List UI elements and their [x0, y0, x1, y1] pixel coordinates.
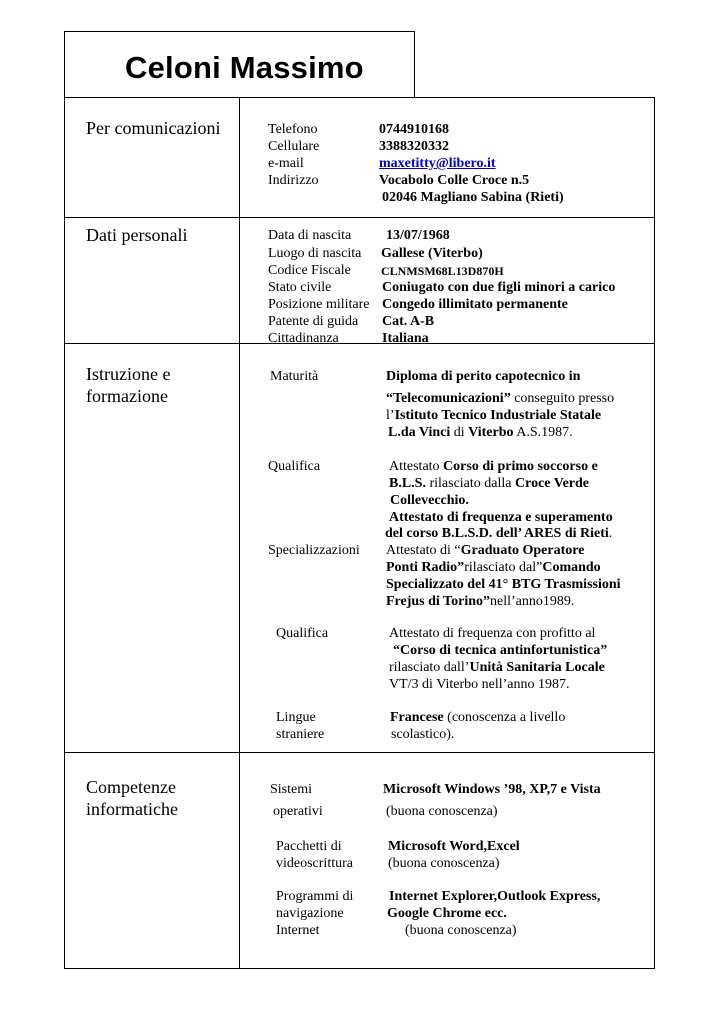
qualifica-text: Attestato — [389, 459, 444, 474]
section-education — [86, 363, 170, 407]
section-it-line: informatiche — [86, 799, 178, 819]
qualifica-line: VT/3 di Viterbo nell’anno 1987. — [389, 677, 570, 692]
address-line: 02046 Magliano Sabina (Rieti) — [382, 190, 564, 205]
civil-status-value: Coniugato con due figli minori a carico — [382, 280, 616, 295]
os-label: operativi — [273, 804, 323, 819]
maturita-text: l’ — [386, 408, 395, 423]
maturita-line: Diploma di perito capotecnico in — [386, 369, 581, 384]
pkg-line: (buona conoscenza) — [388, 856, 500, 871]
spec-text: nell’anno1989. — [490, 594, 575, 609]
qualifica-line: Attestato di frequenza con profitto al — [389, 626, 596, 641]
address-line: Vocabolo Colle Croce n.5 — [379, 173, 530, 188]
section-education-line: Istruzione e — [86, 364, 171, 384]
nav-label: navigazione — [276, 906, 344, 921]
lang-text: Francese — [390, 710, 444, 725]
spec-line — [386, 593, 574, 610]
maturita-line — [386, 407, 601, 424]
spec-text: Frejus di Torino” — [386, 594, 490, 609]
tax-code-label: Codice Fiscale — [268, 263, 351, 278]
section-contacts: Per comunicazioni — [86, 118, 221, 138]
nav-line: (buona conoscenza) — [405, 923, 517, 938]
maturita-text: Viterbo — [468, 425, 514, 440]
birth-place-value: Gallese (Viterbo) — [381, 246, 483, 261]
section-divider — [64, 217, 655, 218]
lang-text: (conoscenza a livello — [443, 710, 566, 725]
qualifica-label: Qualifica — [276, 626, 329, 641]
spec-label: Specializzazioni — [268, 543, 360, 558]
maturita-text: conseguito presso — [510, 391, 615, 406]
birth-date-value: 13/07/1968 — [386, 228, 450, 243]
nav-label: Programmi di — [276, 889, 354, 904]
email-link[interactable]: maxetitty@libero.it — [379, 156, 496, 171]
qualifica-text: B.L.S. — [389, 476, 426, 491]
spec-line — [386, 559, 601, 576]
spec-text: Comando — [542, 560, 601, 575]
license-label: Patente di guida — [268, 314, 359, 329]
nav-label: Internet — [276, 923, 320, 938]
spec-text: Graduato Operatore — [460, 543, 585, 558]
section-divider — [64, 343, 655, 344]
mobile-value: 3388320332 — [379, 139, 449, 154]
citizenship-value: Italiana — [382, 331, 429, 346]
qualifica-label: Qualifica — [268, 459, 321, 474]
spec-line: Specializzato del 41° BTG Trasmissioni — [386, 577, 621, 592]
qualifica-text: Croce Verde — [515, 476, 589, 491]
birth-date-label: Data di nascita — [268, 228, 352, 243]
maturita-text: “Telecomunicazioni” — [386, 391, 511, 406]
pkg-label: Pacchetti di — [276, 839, 342, 854]
maturita-text: L.da Vinci — [388, 425, 451, 440]
maturita-label: Maturità — [270, 369, 319, 384]
qualifica-text: rilasciato dall’ — [389, 660, 470, 675]
license-value: Cat. A-B — [382, 314, 435, 329]
address-label: Indirizzo — [268, 173, 319, 188]
email-label: e-mail — [268, 156, 304, 171]
military-label: Posizione militare — [268, 297, 370, 312]
lang-line: scolastico). — [391, 727, 455, 742]
maturita-text: di — [450, 425, 469, 440]
os-label: Sistemi — [270, 782, 313, 797]
spec-text: Attestato di “ — [386, 543, 461, 558]
section-personal: Dati personali — [86, 225, 188, 245]
lang-line — [390, 709, 565, 726]
qualifica-line — [389, 458, 598, 475]
spec-text: Ponti Radio” — [386, 560, 465, 575]
section-divider — [64, 752, 655, 753]
qualifica-text: Corso di primo soccorso e — [443, 459, 598, 474]
nav-line: Internet Explorer,Outlook Express, — [389, 889, 601, 904]
page-title: Celoni Massimo — [125, 50, 364, 85]
os-text: Microsoft Windows ’98 — [383, 782, 523, 797]
section-it-line: Competenze — [86, 777, 176, 797]
qualifica-text: del corso B.L.S.D. dell’ ARES di Rieti — [385, 526, 609, 541]
qualifica-line: “Corso di tecnica antinfortunistica” — [393, 643, 608, 658]
lang-label: straniere — [276, 727, 325, 742]
phone-label: Telefono — [268, 122, 318, 137]
section-it — [86, 776, 178, 820]
maturita-line — [386, 390, 614, 407]
phone-value: 0744910168 — [379, 122, 449, 137]
qualifica-line: Attestato di frequenza e superamento — [389, 510, 613, 525]
civil-status-label: Stato civile — [268, 280, 332, 295]
qualifica-text: rilasciato dalla — [425, 476, 515, 491]
nav-line: Google Chrome ecc. — [387, 906, 507, 921]
qualifica-line — [389, 475, 589, 492]
qualifica-text: Unità Sanitaria Locale — [469, 660, 605, 675]
os-line — [383, 781, 601, 798]
military-value: Congedo illimitato permanente — [382, 297, 568, 312]
maturita-text: Istituto Tecnico Industriale Statale — [394, 408, 602, 423]
qualifica-line — [389, 659, 605, 676]
pkg-line: Microsoft Word,Excel — [388, 839, 520, 854]
column-divider — [239, 97, 240, 969]
maturita-line — [388, 424, 573, 441]
tax-code-value: CLNMSM68L13D870H — [381, 264, 504, 278]
citizenship-label: Cittadinanza — [268, 331, 339, 346]
lang-label: Lingue — [276, 710, 316, 725]
mobile-label: Cellulare — [268, 139, 320, 154]
pkg-label: videoscrittura — [276, 856, 353, 871]
maturita-text: A.S.1987. — [513, 425, 573, 440]
section-education-line: formazione — [86, 386, 168, 406]
qualifica-line: Collevecchio. — [390, 493, 469, 508]
os-line: (buona conoscenza) — [386, 804, 498, 819]
spec-text: rilasciato dal” — [464, 560, 543, 575]
os-text: , XP,7 e Vista — [522, 782, 601, 797]
qualifica-line — [385, 525, 612, 542]
spec-line — [386, 542, 584, 559]
qualifica-text: . — [608, 526, 613, 541]
birth-place-label: Luogo di nascita — [268, 246, 362, 261]
